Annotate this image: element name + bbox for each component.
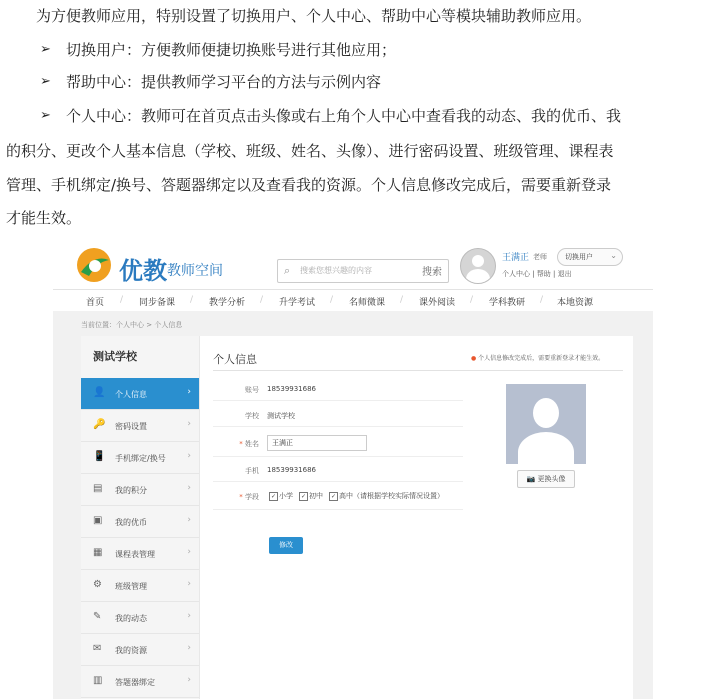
school-label: 学校 — [245, 412, 259, 420]
chevron-right-icon: › — [187, 387, 191, 397]
divider — [213, 400, 463, 401]
bullet-switch-user: 切换用户：方便教师便捷切换账号进行其他应用； — [66, 41, 397, 59]
nav-item-sync-prep[interactable]: 同步备课 — [139, 298, 176, 308]
nav-item-research[interactable]: 学科教研 — [489, 298, 526, 308]
user-icon: 👤 — [93, 387, 106, 398]
main-panel — [81, 336, 633, 699]
bullet-personal-center-line3: 管理、手机绑定/换号、答题器绑定以及查看我的资源。个人信息修改完成后，需要重新登录 — [6, 176, 612, 194]
bullet-arrow-icon: ➢ — [40, 108, 51, 123]
sidebar-item-class[interactable] — [81, 570, 199, 602]
sidebar-item-label: 我的动态 — [115, 614, 147, 623]
nav-item-exams[interactable]: 升学考试 — [279, 298, 316, 308]
user-role: 老师 — [533, 253, 547, 261]
account-value: 18539931686 — [267, 385, 316, 393]
bullet-arrow-icon: ➢ — [40, 74, 51, 89]
sidebar-item-label: 我的资源 — [115, 646, 147, 655]
sidebar-item-phone[interactable] — [81, 442, 199, 474]
coin-icon: ▣ — [93, 515, 103, 526]
sidebar — [81, 336, 200, 699]
points-icon: ▤ — [93, 483, 103, 494]
clicker-icon: ▥ — [93, 675, 103, 686]
chevron-right-icon: › — [187, 547, 191, 557]
profile-photo — [506, 384, 586, 464]
divider — [213, 509, 463, 510]
sidebar-item-label: 个人信息 — [115, 390, 147, 399]
sidebar-item-label: 答题器绑定 — [115, 678, 155, 687]
divider — [213, 481, 463, 482]
name-label: * 姓名 — [239, 440, 259, 448]
divider — [213, 370, 623, 371]
chevron-right-icon: › — [187, 611, 191, 621]
stage-middle-checkbox[interactable]: ✓ 初中 — [300, 492, 323, 500]
intro-paragraph: 为方便教师应用，特别设置了切换用户、个人中心、帮助中心等模块辅助教师应用。 — [36, 7, 592, 25]
search-button[interactable]: 搜索 — [422, 267, 442, 278]
comment-icon: ● — [471, 355, 477, 362]
sidebar-item-label: 我的积分 — [115, 486, 147, 495]
divider — [213, 426, 463, 427]
name-field[interactable]: 王满正 — [267, 435, 367, 451]
logo-text: 优教 — [119, 257, 167, 285]
resource-icon: ✉ — [93, 643, 102, 654]
stage-label: * 学段 — [239, 493, 259, 501]
sidebar-item-label: 课程表管理 — [115, 550, 155, 559]
sidebar-item-label: 我的优币 — [115, 518, 147, 527]
sidebar-item-schedule[interactable] — [81, 538, 199, 570]
breadcrumb: 当前位置：个人中心 > 个人信息 — [81, 321, 183, 329]
sidebar-item-personal-info[interactable] — [81, 378, 199, 410]
phone-value: 18539931686 — [267, 466, 316, 474]
avatar[interactable] — [460, 248, 496, 284]
logo-subtitle: 教师空间 — [167, 263, 223, 279]
nav-item-micro-lessons[interactable]: 名师微课 — [349, 298, 386, 308]
sidebar-item-label: 班级管理 — [115, 582, 147, 591]
sidebar-item-coins[interactable] — [81, 506, 199, 538]
key-icon: 🔑 — [93, 419, 106, 430]
sidebar-item-clicker[interactable] — [81, 666, 199, 698]
stage-high-checkbox[interactable]: ✓ 高中（请根据学校实际情况设置） — [330, 492, 444, 500]
stage-checkboxes — [269, 491, 509, 503]
chevron-right-icon: › — [187, 483, 191, 493]
nav-item-analysis[interactable]: 教学分析 — [209, 298, 246, 308]
chevron-right-icon: › — [187, 643, 191, 653]
nav-item-local-resources[interactable]: 本地资源 — [557, 298, 594, 308]
notice-text — [471, 353, 604, 362]
search-input[interactable] — [277, 259, 449, 283]
sidebar-item-label: 手机绑定/换号 — [115, 454, 166, 463]
chevron-right-icon: › — [187, 515, 191, 525]
divider — [213, 456, 463, 457]
change-avatar-button[interactable]: 📷 更换头像 — [517, 470, 575, 488]
school-value: 测试学校 — [267, 412, 295, 420]
schedule-icon: ▦ — [93, 547, 103, 558]
chevron-right-icon: › — [187, 675, 191, 685]
search-placeholder: 搜索您想兴趣的内容 — [300, 266, 372, 275]
chevron-right-icon: › — [187, 419, 191, 429]
bullet-help-center: 帮助中心：提供教师学习平台的方法与示例内容 — [66, 73, 382, 91]
sidebar-item-points[interactable] — [81, 474, 199, 506]
search-icon: ⌕ — [284, 264, 291, 277]
page-title: 个人信息 — [213, 353, 257, 366]
stage-primary-checkbox[interactable]: ✓ 小学 — [270, 492, 293, 500]
sidebar-item-resources[interactable] — [81, 634, 199, 666]
sidebar-item-activity[interactable] — [81, 602, 199, 634]
switch-user-label: 切换用户 — [565, 253, 593, 261]
save-button[interactable]: 修改 — [269, 537, 303, 554]
activity-icon: ✎ — [93, 611, 102, 622]
sidebar-item-label: 密码设置 — [115, 422, 147, 431]
content-area — [53, 311, 653, 699]
notice-message: 个人信息修改完成后，需要重新登录才能生效。 — [478, 355, 605, 362]
nav-item-reading[interactable]: 课外阅读 — [419, 298, 456, 308]
class-icon: ⚙ — [93, 579, 102, 590]
sidebar-item-password[interactable] — [81, 410, 199, 442]
screenshot-personal-center — [53, 238, 653, 699]
sidebar-school-title: 测试学校 — [93, 350, 137, 363]
chevron-right-icon: › — [187, 451, 191, 461]
logo-icon — [75, 246, 113, 284]
chevron-down-icon: ⌄ — [610, 251, 617, 260]
bullet-arrow-icon: ➢ — [40, 42, 51, 57]
nav-item-home[interactable]: 首页 — [86, 298, 105, 308]
bullet-personal-center-line1: 个人中心：教师可在首页点击头像或右上角个人中心中查看我的动态、我的优币、我 — [66, 107, 622, 125]
phone-label: 手机 — [245, 467, 259, 475]
user-links[interactable]: 个人中心 | 帮助 | 退出 — [502, 270, 572, 278]
user-name[interactable]: 王满正 — [502, 253, 530, 263]
chevron-right-icon: › — [187, 579, 191, 589]
bullet-personal-center-line2: 的积分、更改个人基本信息（学校、班级、姓名、头像）、进行密码设置、班级管理、课程表 — [6, 142, 614, 160]
account-label: 账号 — [245, 386, 259, 394]
main-nav: 首页 / 同步备课 / 教学分析 / 升学考试 / 名师微课 / 课外阅读 / 学科教研 / 本地资源 — [53, 289, 653, 312]
phone-icon: 📱 — [93, 451, 106, 462]
camera-icon: 📷 — [526, 475, 536, 483]
bullet-personal-center-line4: 才能生效。 — [6, 209, 82, 227]
switch-user-button[interactable] — [557, 248, 623, 266]
